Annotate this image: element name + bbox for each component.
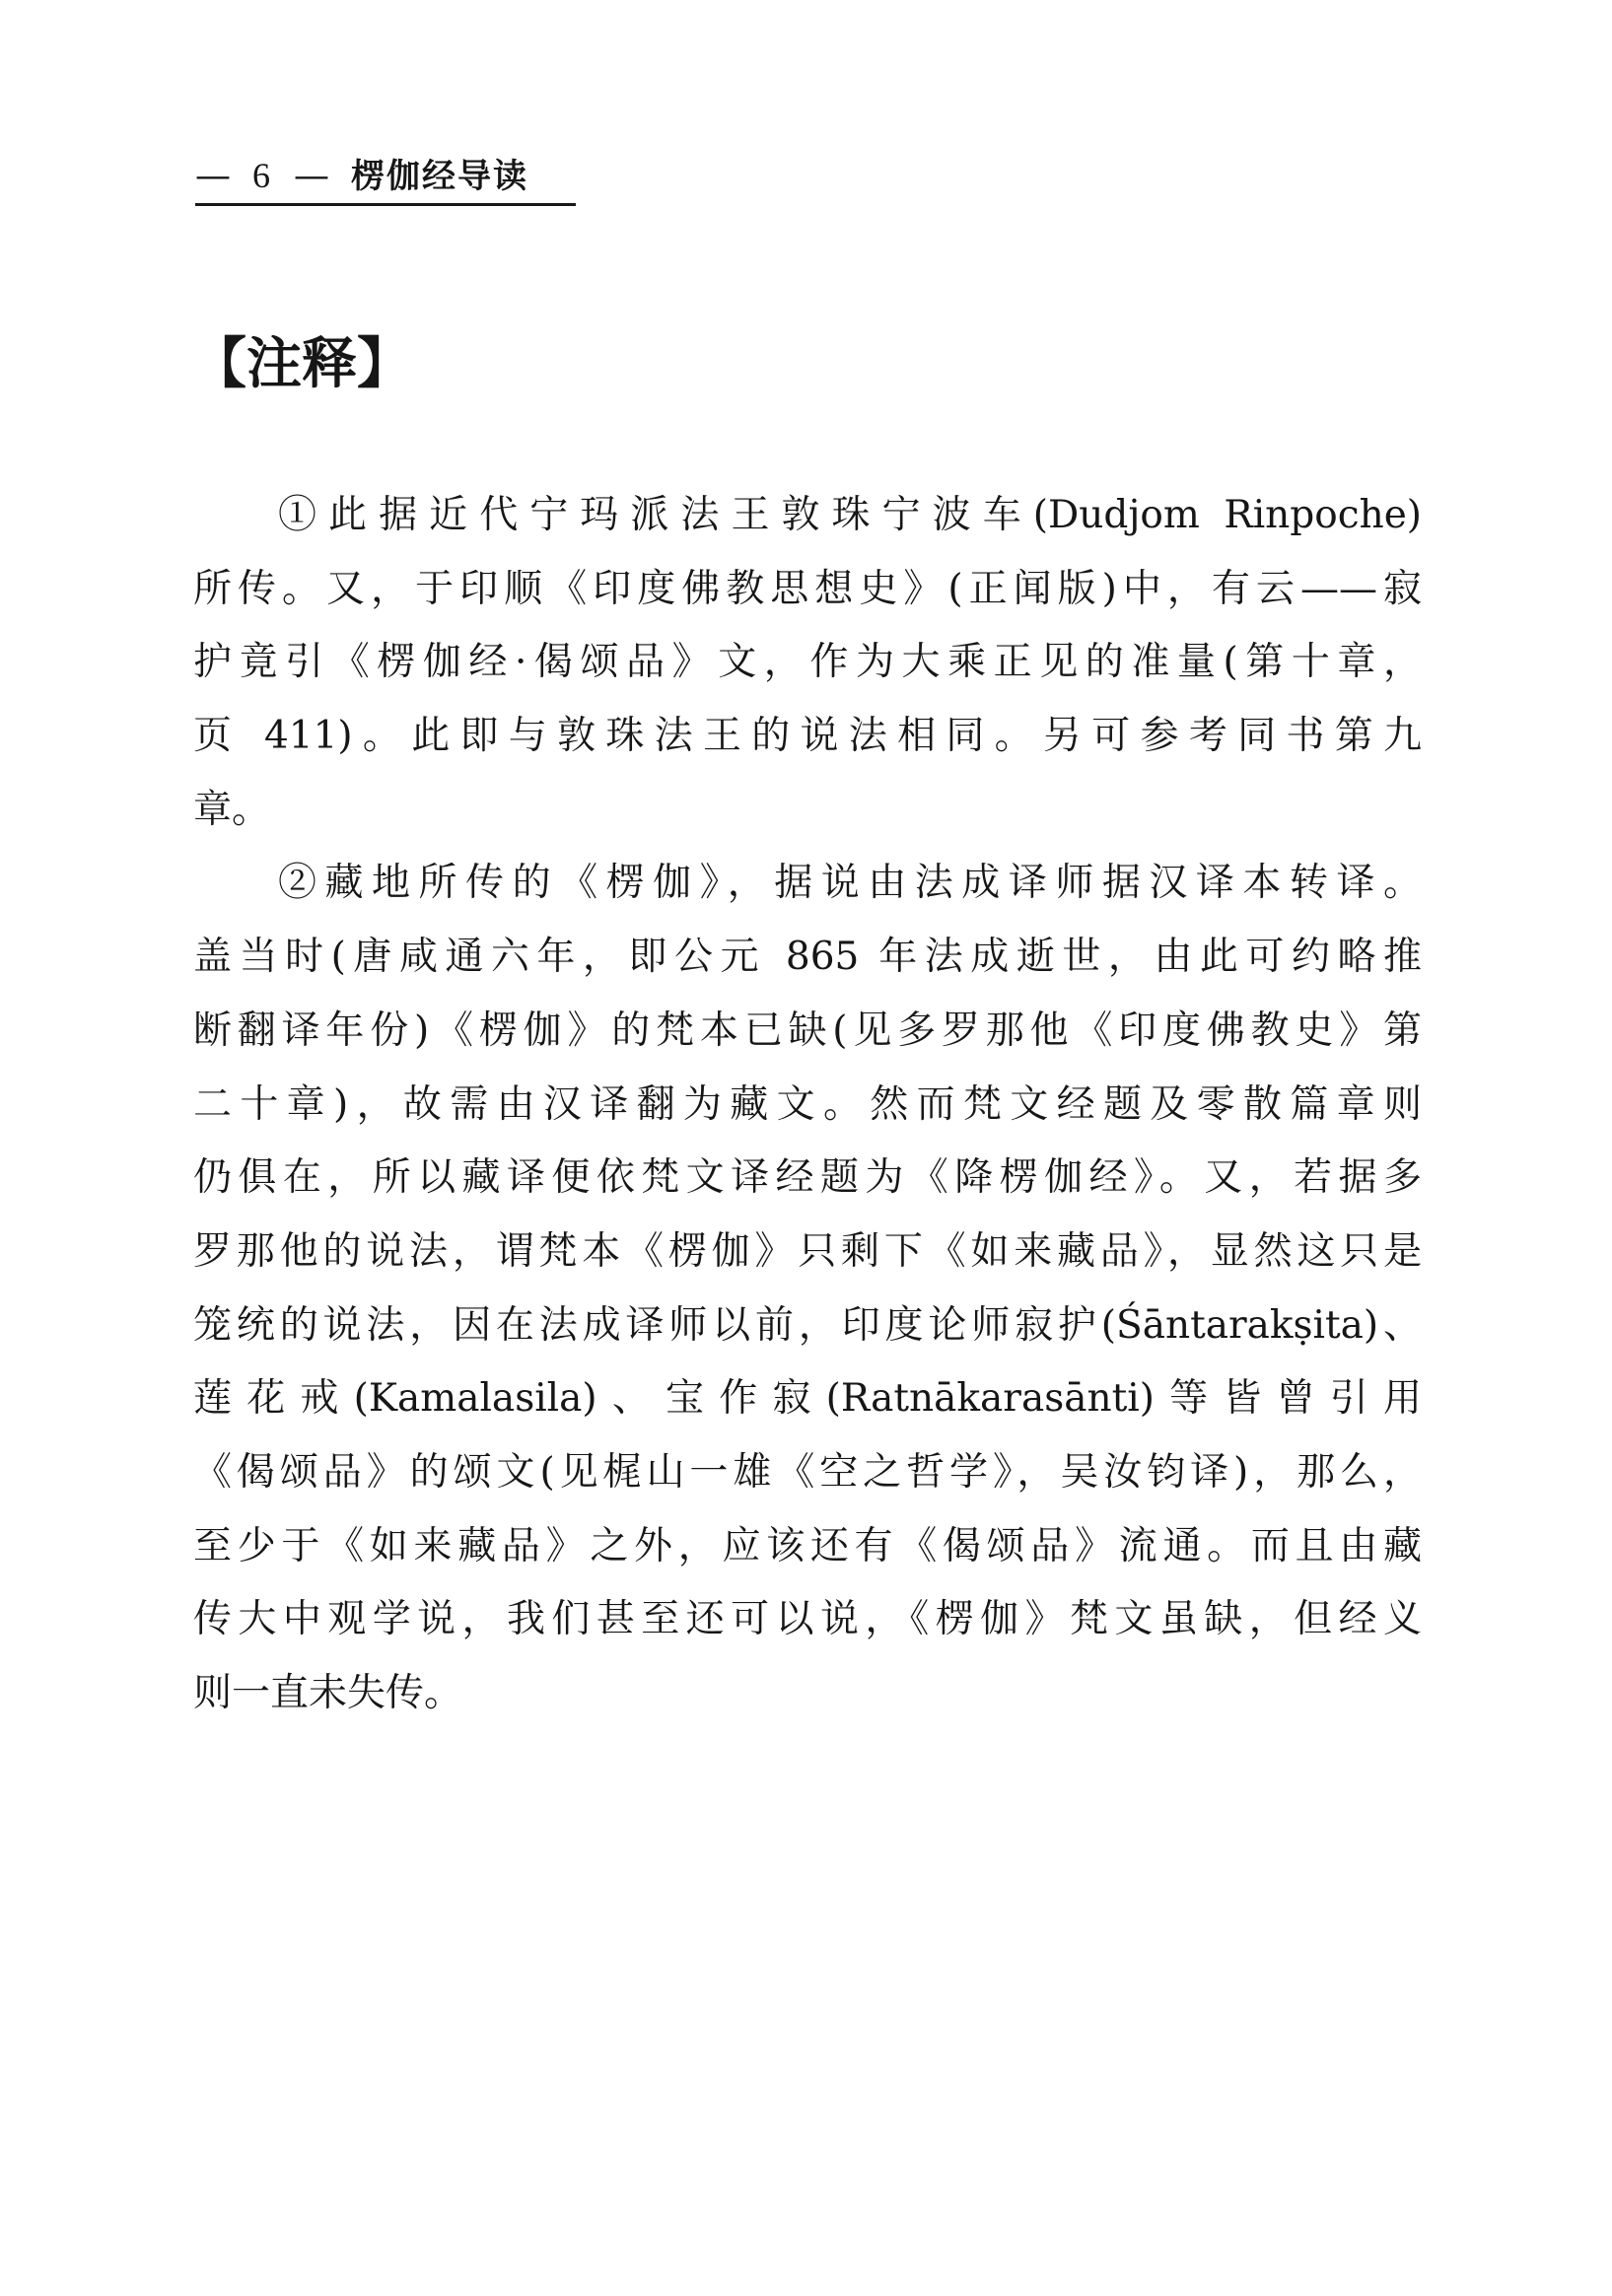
page-number: 6	[252, 156, 272, 195]
note-line: 《偈颂品》的颂文(见梶山一雄《空之哲学》，吴汝钧译)，那么，	[193, 1449, 1422, 1495]
note-line-last: 章。	[193, 787, 271, 832]
note-line: 断翻译年份)《楞伽》的梵本已缺(见多罗那他《印度佛教史》第	[193, 1008, 1422, 1053]
note-line: ①此据近代宁玛派法王敦珠宁波车(Dudjom Rinpoche)	[278, 493, 1422, 537]
header-dash-left: —	[195, 156, 231, 196]
book-title: 楞伽经导读	[351, 157, 528, 196]
note-line: 莲花戒(Kamalasila)、宝作寂(Ratnākarasānti)等皆曾引用	[193, 1376, 1422, 1422]
note-line: 至少于《如来藏品》之外，应该还有《偈颂品》流通。而且由藏	[193, 1523, 1422, 1568]
note-line: ②藏地所传的《楞伽》，据说由法成译师据汉译本转译。	[278, 861, 1422, 906]
note-line-last: 则一直未失传。	[193, 1671, 463, 1715]
note-line: 传大中观学说，我们甚至还可以说，《楞伽》梵文虽缺，但经义	[193, 1597, 1422, 1642]
note-line: 罗那他的说法，谓梵本《楞伽》只剩下《如来藏品》，显然这只是	[193, 1228, 1422, 1274]
note-2	[193, 847, 1422, 1730]
note-line: 页 411)。此即与敦珠法王的说法相同。另可参考同书第九	[193, 714, 1422, 759]
notes	[193, 479, 1422, 1731]
note-line: 二十章)，故需由汉译翻为藏文。然而梵文经题及零散篇章则	[193, 1081, 1422, 1127]
note-line: 仍俱在，所以藏译便依梵文译经题为《降楞伽经》。又，若据多	[193, 1155, 1422, 1201]
note-line: 盖当时(唐咸通六年，即公元 865 年法成逝世，由此可约略推	[193, 935, 1422, 980]
note-line: 所传。又，于印顺《印度佛教思想史》(正闻版)中，有云——寂	[193, 566, 1422, 611]
section-title: 【注释】	[191, 332, 412, 396]
header-dash-right: —	[294, 156, 329, 196]
note-line: 笼统的说法，因在法成译师以前，印度论师寂护(Śāntarakṣita)、	[193, 1302, 1422, 1348]
note-line: 护竟引《楞伽经·偈颂品》文，作为大乘正见的准量(第十章，	[193, 640, 1422, 685]
running-header	[195, 148, 576, 206]
note-1	[193, 479, 1422, 847]
